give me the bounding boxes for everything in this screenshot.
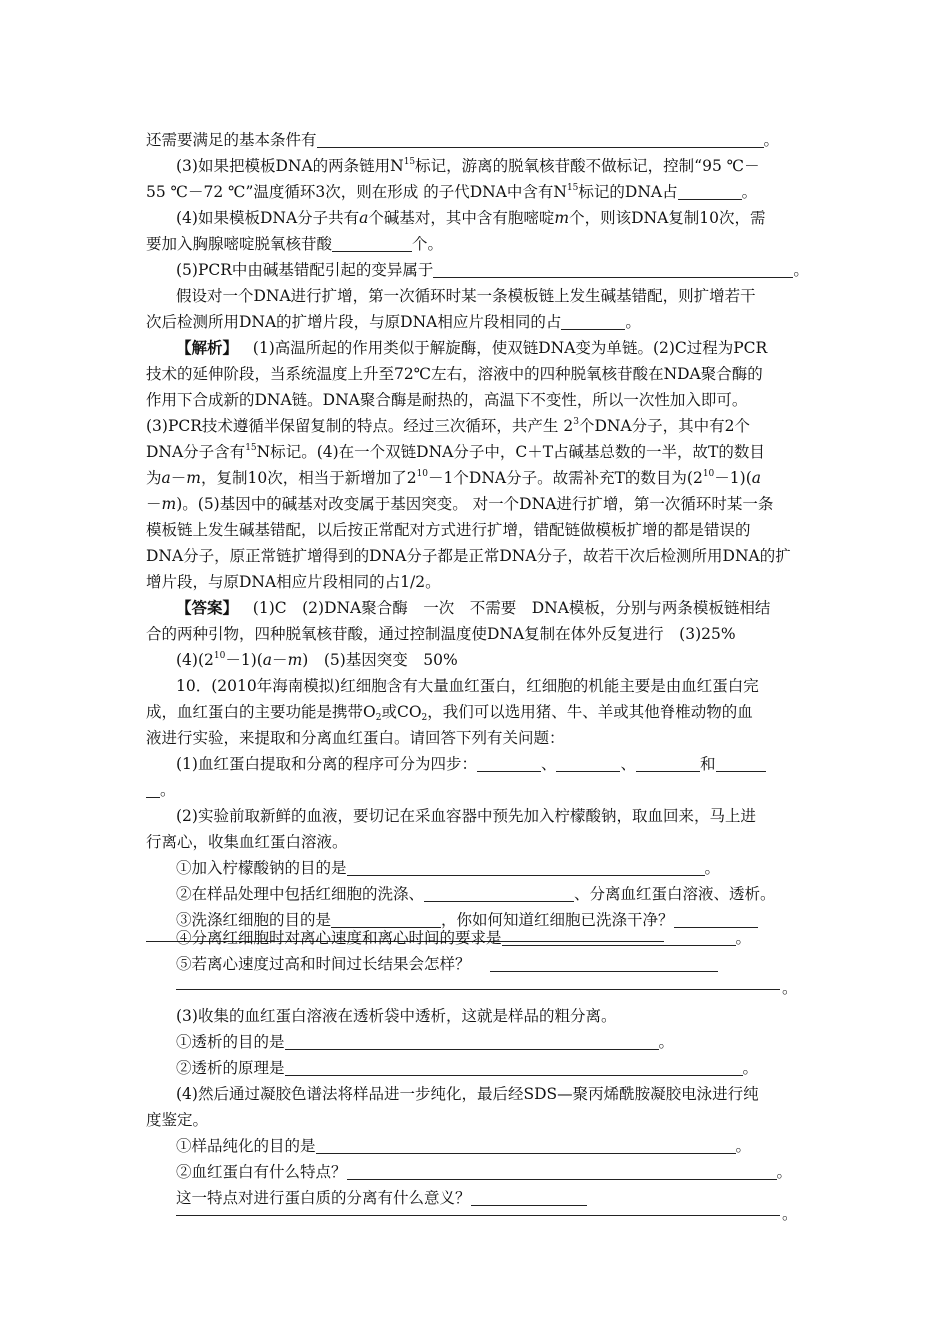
text-line: (1)血红蛋白提取和分离的程序可分为四步： 、 、 和	[176, 751, 856, 777]
text-line: 模板链上发生碱基错配，以后按正常配对方式进行扩增，错配链做模板扩增的都是错误的	[146, 521, 751, 539]
answer-blank[interactable]	[678, 182, 742, 200]
answer-blank[interactable]	[636, 754, 700, 772]
text-line: $(4)(2^{10}-1)(a-m)$ (5)基因突变 50%	[176, 651, 458, 669]
text-line: ①加入柠檬酸钠的目的是 。	[176, 859, 721, 877]
text-line: 行离心，收集血红蛋白溶液。	[146, 833, 348, 851]
answer-blank[interactable]	[285, 1032, 659, 1050]
text-line: 。	[782, 979, 798, 997]
text-line: ①样品纯化的目的是 。	[176, 1137, 752, 1155]
text-line: (3)收集的血红蛋白溶液在透析袋中透析，这就是样品的粗分离。	[176, 1007, 617, 1025]
answer-line: 【答案】 (1)C (2)DNA聚合酶 一次 不需要 DNA模板，分别与两条模板链相结	[176, 598, 771, 617]
text-line: (3)如果把模板DNA的两条链用$N^{15}$标记，游离的脱氧核苷酸不做标记，控制“95 ℃－	[176, 157, 760, 175]
text-line: 要加入胸腺嘧啶脱氧核苷酸 个。	[146, 235, 444, 253]
answer-blank[interactable]	[477, 754, 541, 772]
answer-blank[interactable]	[316, 1136, 736, 1154]
text-line: 55 ℃－72 ℃”温度循环3次，则在形成 的子代DNA中含有$N^{15}$标记的DNA占 。	[146, 183, 758, 201]
text-line: 。	[146, 777, 826, 803]
answer-blank[interactable]	[433, 260, 793, 278]
answer-blank[interactable]	[490, 954, 718, 972]
text-line: 作用下合成新的DNA链。DNA聚合酶是耐热的，高温下不变性，所以一次性加入即可。	[146, 391, 748, 409]
text-line: 液进行实验，来提取和分离血红蛋白。请回答下列有关问题：	[146, 729, 565, 747]
text-line: ②在样品处理中包括红细胞的洗涤、 、分离血红蛋白溶液、透析。	[176, 885, 776, 903]
analysis-tag: 【解析】	[176, 338, 239, 357]
text-line: －m)。(5)基因中的碱基对改变属于基因突变。 对一个DNA进行扩增，第一次循环时某一条	[146, 495, 774, 513]
answer-blank[interactable]	[347, 1162, 777, 1180]
answer-blank[interactable]	[424, 884, 574, 902]
text-line: 技术的延伸阶段，当系统温度上升至72℃左右，溶液中的四种脱氧核苷酸在NDA聚合酶的	[146, 365, 763, 383]
text-line: 这一特点对进行蛋白质的分离有什么意义？	[176, 1185, 856, 1211]
text-line: DNA分子，原正常链扩增得到的DNA分子都是正常DNA分子，故若干次后检测所用DNA的扩	[146, 547, 791, 565]
text-line: DNA分子含有$^{15}$N标记。(4)在一个双链DNA分子中，C＋T占碱基总数的一半，故T的数目	[146, 443, 765, 461]
text-line: ②透析的原理是 。	[176, 1059, 759, 1077]
question-line: 10．(2010年海南模拟)红细胞含有大量血红蛋白，红细胞的机能主要是由血红蛋白完	[176, 677, 759, 695]
answer-blank[interactable]	[285, 1058, 743, 1076]
answer-blank[interactable]	[347, 858, 705, 876]
answer-tag: 【答案】	[176, 598, 239, 617]
answer-blank[interactable]	[471, 1188, 587, 1206]
text-line: 假设对一个DNA进行扩增，第一次循环时某一条模板链上发生碱基错配，则扩增若干	[176, 287, 756, 305]
text-line: 。	[782, 1205, 798, 1223]
text-line: ⑤若离心速度过高和时间过长结果会怎样？	[176, 951, 856, 977]
text-line: ④分离红细胞时对离心速度和离心时间的要求是 。	[176, 929, 752, 947]
text-line: ②血红蛋白有什么特点？ 。	[176, 1163, 793, 1181]
text-line: (4)如果模板DNA分子共有a个碱基对，其中含有胞嘧啶m个，则该DNA复制10次，需	[176, 209, 766, 227]
answer-blank[interactable]	[502, 928, 736, 946]
text-line: (5)PCR中由碱基错配引起的变异属于 。	[176, 261, 809, 279]
text-line: 为a－m，复制10次，相当于新增加了$2^{10}-1$个DNA分子。故需补充T的数目为$(2^{10}-1)(a$	[146, 469, 761, 487]
text-line: (2)实验前取新鲜的血液，要切记在采血容器中预先加入柠檬酸钠，取血回来，马上进	[176, 807, 756, 825]
text-line: 还需要满足的基本条件有 。	[146, 131, 780, 149]
answer-blank[interactable]	[716, 754, 766, 772]
text-line: (4)然后通过凝胶色谱法将样品进一步纯化，最后经SDS—聚丙烯酰胺凝胶电泳进行纯	[176, 1085, 759, 1103]
answer-blank[interactable]	[176, 1215, 780, 1216]
analysis-line: 【解析】 (1)高温所起的作用类似于解旋酶，使双链DNA变为单链。(2)C过程为PCR	[176, 338, 768, 357]
text-line: 次后检测所用DNA的扩增片段，与原DNA相应片段相同的占 。	[146, 313, 641, 331]
answer-blank[interactable]	[556, 754, 620, 772]
text-line: ③洗涤红细胞的目的是 ，你如何知道红细胞已洗涤干净？	[176, 907, 856, 933]
answer-blank[interactable]	[317, 130, 764, 148]
text-line: (3)PCR技术遵循半保留复制的特点。经过三次循环，共产生 $2^3$个DNA分子，其中有2个	[146, 417, 750, 435]
answer-blank[interactable]	[176, 989, 780, 990]
text-line: ①透析的目的是 。	[176, 1033, 675, 1051]
text-line: 增片段，与原DNA相应片段相同的占1/2。	[146, 573, 441, 591]
text-line: 成，血红蛋白的主要功能是携带$O_2$或$CO_2$，我们可以选用猪、牛、羊或其他脊椎动物的血	[146, 703, 753, 723]
answer-blank[interactable]	[332, 234, 412, 252]
text-line: 度鉴定。	[146, 1111, 209, 1129]
text-line: 合的两种引物，四种脱氧核苷酸，通过控制温度使DNA复制在体外反复进行 (3)25%	[146, 625, 736, 643]
answer-blank[interactable]	[561, 312, 625, 330]
answer-blank[interactable]	[146, 780, 160, 798]
